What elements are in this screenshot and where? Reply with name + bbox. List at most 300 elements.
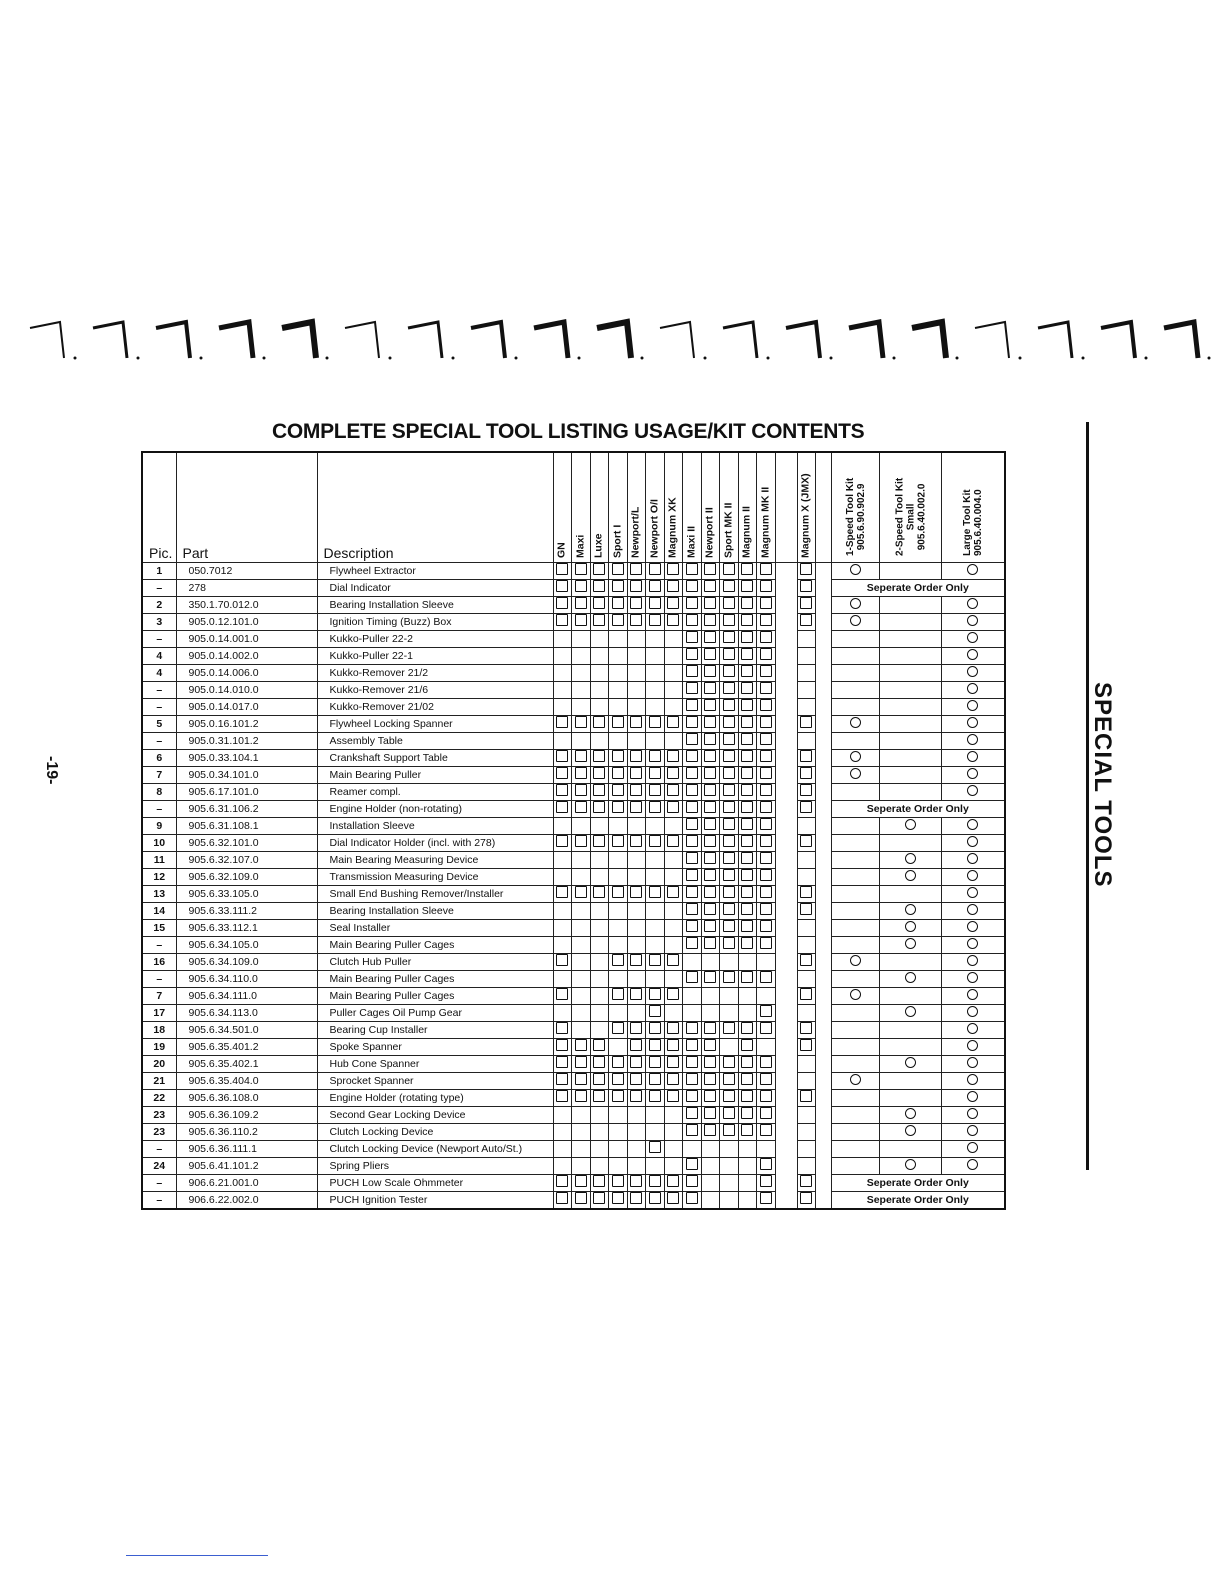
cell-model-usage	[553, 784, 572, 801]
kit-mark	[967, 972, 978, 983]
cell-model-usage	[683, 665, 702, 682]
cell-model-usage	[553, 1022, 572, 1039]
usage-mark	[612, 784, 624, 796]
usage-mark	[723, 886, 735, 898]
cell-model-usage	[701, 665, 720, 682]
cell-model-usage	[646, 682, 665, 699]
cell-model-usage	[683, 682, 702, 699]
cell-part: 905.6.34.110.0	[176, 971, 317, 988]
cell-kit-content	[942, 818, 1005, 835]
usage-mark	[575, 750, 587, 762]
cell-kit-content	[942, 920, 1005, 937]
cell-model-usage	[720, 818, 739, 835]
table-row	[142, 563, 1005, 580]
cell-kit-content	[880, 1124, 942, 1141]
usage-mark	[741, 580, 753, 592]
cell-model-usage	[627, 597, 646, 614]
cell-model-usage	[590, 988, 609, 1005]
cell-model-usage	[720, 1158, 739, 1175]
usage-mark	[704, 750, 716, 762]
cell-kit-content	[942, 835, 1005, 852]
usage-mark	[593, 1039, 605, 1051]
cell-gap	[775, 716, 797, 733]
usage-mark	[704, 971, 716, 983]
cell-kit-content	[832, 988, 880, 1005]
cell-model-usage	[738, 563, 757, 580]
cell-part: 905.6.33.105.0	[176, 886, 317, 903]
usage-mark	[575, 614, 587, 626]
cell-part: 278	[176, 580, 317, 597]
usage-mark	[612, 563, 624, 575]
usage-mark	[723, 665, 735, 677]
cell-model-usage	[738, 903, 757, 920]
cell-model-usage	[701, 1141, 720, 1158]
usage-mark	[612, 1175, 624, 1187]
usage-mark	[649, 954, 661, 966]
cell-gap	[775, 852, 797, 869]
cell-model-usage	[738, 920, 757, 937]
usage-mark	[630, 597, 642, 609]
table-row	[142, 733, 1005, 750]
cell-model-usage	[553, 1005, 572, 1022]
cell-kit-content	[880, 784, 942, 801]
cell-model-usage	[627, 1107, 646, 1124]
table-row	[142, 801, 1005, 818]
usage-mark	[630, 954, 642, 966]
cell-pic: 5	[142, 716, 176, 733]
cell-pic: 4	[142, 665, 176, 682]
cell-model-usage	[627, 920, 646, 937]
cell-model-usage	[572, 920, 591, 937]
cell-model-usage	[701, 682, 720, 699]
cell-pic: 2	[142, 597, 176, 614]
cell-model-usage	[797, 1141, 816, 1158]
cell-model-usage	[609, 614, 628, 631]
cell-kit-content	[942, 1022, 1005, 1039]
cell-kit-content	[942, 988, 1005, 1005]
cell-model-usage	[757, 563, 776, 580]
kit-mark	[905, 921, 916, 932]
table-row	[142, 784, 1005, 801]
cell-model-usage	[664, 648, 683, 665]
cell-part: 905.6.32.109.0	[176, 869, 317, 886]
usage-mark	[741, 818, 753, 830]
cell-kit-content	[832, 1005, 880, 1022]
usage-mark	[686, 1022, 698, 1034]
header-model	[646, 452, 665, 563]
cell-kit-content	[880, 1107, 942, 1124]
usage-mark	[667, 1090, 679, 1102]
kit-mark	[967, 785, 978, 796]
usage-mark	[667, 801, 679, 813]
cell-model-usage	[572, 631, 591, 648]
cell-model-usage	[664, 580, 683, 597]
cell-kit-content	[832, 665, 880, 682]
cell-description: Clutch Locking Device (Newport Auto/St.)	[317, 1141, 553, 1158]
cell-kit-content	[942, 750, 1005, 767]
cell-model-usage	[627, 1039, 646, 1056]
cell-model-usage	[553, 1073, 572, 1090]
cell-kit-content	[832, 1124, 880, 1141]
cell-model-usage	[609, 750, 628, 767]
cell-model-usage	[664, 784, 683, 801]
cell-model-usage	[646, 733, 665, 750]
cell-gap	[816, 988, 832, 1005]
cell-kit-note: Seperate Order Only	[832, 580, 1005, 597]
cell-model-usage	[627, 903, 646, 920]
usage-mark	[760, 1005, 772, 1017]
kit-mark	[967, 1125, 978, 1136]
section-side-title	[1082, 682, 1122, 922]
cell-model-usage	[609, 682, 628, 699]
cell-model-usage	[797, 767, 816, 784]
cell-model-usage	[797, 784, 816, 801]
table-row	[142, 886, 1005, 903]
cell-gap	[816, 767, 832, 784]
table-row	[142, 580, 1005, 597]
usage-mark	[649, 1056, 661, 1068]
cell-model-usage	[609, 988, 628, 1005]
cell-gap	[816, 699, 832, 716]
cell-model-usage	[757, 869, 776, 886]
cell-kit-content	[880, 699, 942, 716]
cell-model-usage	[720, 1022, 739, 1039]
cell-model-usage	[609, 648, 628, 665]
usage-mark	[630, 1192, 642, 1204]
usage-mark	[704, 614, 716, 626]
cell-model-usage	[664, 1056, 683, 1073]
cell-pic: 7	[142, 767, 176, 784]
cell-model-usage	[738, 631, 757, 648]
cell-description: Bearing Installation Sleeve	[317, 597, 553, 614]
cell-model-usage	[664, 1005, 683, 1022]
cell-model-usage	[797, 580, 816, 597]
cell-kit-content	[832, 1073, 880, 1090]
cell-model-usage	[609, 835, 628, 852]
cell-model-usage	[757, 750, 776, 767]
kit-mark	[967, 904, 978, 915]
cell-model-usage	[590, 1056, 609, 1073]
cell-model-usage	[720, 988, 739, 1005]
cell-description: Assembly Table	[317, 733, 553, 750]
cell-kit-content	[832, 1107, 880, 1124]
binder-dot	[1145, 357, 1148, 360]
cell-part: 050.7012	[176, 563, 317, 580]
cell-model-usage	[590, 801, 609, 818]
cell-model-usage	[590, 1192, 609, 1210]
cell-model-usage	[757, 631, 776, 648]
usage-mark	[704, 631, 716, 643]
binder-ring	[408, 322, 442, 358]
cell-model-usage	[683, 784, 702, 801]
cell-model-usage	[683, 699, 702, 716]
cell-model-usage	[627, 852, 646, 869]
cell-gap	[816, 750, 832, 767]
binder-ring	[1164, 322, 1198, 358]
cell-model-usage	[797, 631, 816, 648]
cell-model-usage	[683, 801, 702, 818]
usage-mark	[575, 1039, 587, 1051]
usage-mark	[686, 648, 698, 660]
cell-kit-content	[832, 1141, 880, 1158]
cell-model-usage	[646, 954, 665, 971]
cell-model-usage	[572, 784, 591, 801]
usage-mark	[593, 614, 605, 626]
cell-model-usage	[701, 818, 720, 835]
cell-model-usage	[609, 1124, 628, 1141]
table-row	[142, 716, 1005, 733]
binder-ring	[156, 322, 190, 358]
cell-kit-content	[880, 818, 942, 835]
cell-pic: –	[142, 1141, 176, 1158]
cell-model-usage	[664, 903, 683, 920]
cell-model-usage	[720, 1073, 739, 1090]
cell-model-usage	[720, 733, 739, 750]
cell-model-usage	[701, 886, 720, 903]
cell-model-usage	[609, 1022, 628, 1039]
binder-dot	[452, 357, 455, 360]
cell-model-usage	[720, 563, 739, 580]
usage-mark	[575, 597, 587, 609]
cell-gap	[816, 1124, 832, 1141]
cell-kit-content	[942, 1124, 1005, 1141]
usage-mark	[593, 716, 605, 728]
cell-model-usage	[553, 563, 572, 580]
cell-kit-content	[832, 1056, 880, 1073]
cell-model-usage	[797, 614, 816, 631]
cell-model-usage	[572, 563, 591, 580]
cell-model-usage	[572, 988, 591, 1005]
cell-gap	[775, 1056, 797, 1073]
usage-mark	[741, 1056, 753, 1068]
cell-gap	[775, 1124, 797, 1141]
cell-model-usage	[646, 1158, 665, 1175]
cell-model-usage	[646, 1141, 665, 1158]
usage-mark	[741, 920, 753, 932]
cell-gap	[816, 1107, 832, 1124]
cell-pic: –	[142, 733, 176, 750]
kit-mark	[905, 972, 916, 983]
table-row	[142, 682, 1005, 699]
cell-model-usage	[609, 1005, 628, 1022]
cell-pic: 4	[142, 648, 176, 665]
page-number-text: -19-	[43, 756, 60, 785]
usage-mark	[667, 1022, 679, 1034]
binder-dot	[704, 357, 707, 360]
usage-mark	[723, 852, 735, 864]
usage-mark	[800, 1175, 812, 1187]
usage-mark	[612, 954, 624, 966]
table-row	[142, 648, 1005, 665]
kit-mark	[967, 564, 978, 575]
cell-pic: 3	[142, 614, 176, 631]
cell-kit-content	[880, 937, 942, 954]
cell-gap	[816, 784, 832, 801]
usage-mark	[667, 886, 679, 898]
cell-model-usage	[590, 648, 609, 665]
cell-model-usage	[757, 937, 776, 954]
usage-mark	[630, 563, 642, 575]
cell-kit-content	[880, 1005, 942, 1022]
header-kit	[942, 452, 1005, 563]
usage-mark	[556, 563, 568, 575]
usage-mark	[760, 1175, 772, 1187]
cell-kit-content	[832, 716, 880, 733]
header-model	[609, 452, 628, 563]
cell-gap	[775, 699, 797, 716]
table-row	[142, 852, 1005, 869]
kit-mark	[967, 615, 978, 626]
cell-model-usage	[701, 597, 720, 614]
usage-mark	[723, 716, 735, 728]
usage-mark	[667, 1192, 679, 1204]
cell-gap	[816, 1158, 832, 1175]
cell-kit-content	[832, 648, 880, 665]
usage-mark	[741, 801, 753, 813]
cell-model-usage	[757, 1005, 776, 1022]
cell-description: Small End Bushing Remover/Installer	[317, 886, 553, 903]
cell-model-usage	[627, 971, 646, 988]
cell-model-usage	[683, 1073, 702, 1090]
usage-mark	[760, 1107, 772, 1119]
cell-model-usage	[683, 597, 702, 614]
usage-mark	[760, 801, 772, 813]
cell-model-usage	[720, 665, 739, 682]
usage-mark	[556, 614, 568, 626]
cell-description: Kukko-Puller 22-2	[317, 631, 553, 648]
cell-kit-content	[832, 1158, 880, 1175]
cell-gap	[775, 1141, 797, 1158]
usage-mark	[741, 733, 753, 745]
kit-mark	[967, 598, 978, 609]
cell-kit-content	[880, 563, 942, 580]
cell-kit-content	[880, 716, 942, 733]
header-gap	[816, 452, 832, 563]
usage-mark	[723, 784, 735, 796]
cell-kit-content	[832, 1039, 880, 1056]
cell-part: 905.6.34.109.0	[176, 954, 317, 971]
usage-mark	[723, 1107, 735, 1119]
cell-model-usage	[646, 784, 665, 801]
cell-description: Sprocket Spanner	[317, 1073, 553, 1090]
cell-kit-content	[832, 818, 880, 835]
cell-model-usage	[738, 597, 757, 614]
usage-mark	[686, 937, 698, 949]
cell-model-usage	[701, 563, 720, 580]
usage-mark	[704, 1090, 716, 1102]
cell-model-usage	[609, 1090, 628, 1107]
cell-model-usage	[720, 835, 739, 852]
usage-mark	[741, 1022, 753, 1034]
cell-model-usage	[664, 682, 683, 699]
cell-model-usage	[627, 1022, 646, 1039]
cell-model-usage	[720, 750, 739, 767]
usage-mark	[704, 1073, 716, 1085]
usage-mark	[649, 1039, 661, 1051]
cell-model-usage	[627, 937, 646, 954]
cell-model-usage	[627, 733, 646, 750]
usage-mark	[612, 1090, 624, 1102]
usage-mark	[704, 580, 716, 592]
cell-model-usage	[738, 886, 757, 903]
cell-gap	[775, 937, 797, 954]
cell-kit-content	[942, 682, 1005, 699]
usage-mark	[667, 750, 679, 762]
usage-mark	[630, 835, 642, 847]
cell-model-usage	[609, 733, 628, 750]
cell-model-usage	[553, 1141, 572, 1158]
cell-gap	[775, 597, 797, 614]
cell-kit-content	[832, 937, 880, 954]
table-row	[142, 1107, 1005, 1124]
usage-mark	[741, 614, 753, 626]
cell-part: 905.6.36.108.0	[176, 1090, 317, 1107]
usage-mark	[686, 767, 698, 779]
cell-gap	[775, 1158, 797, 1175]
bottom-rule	[126, 1555, 268, 1556]
usage-mark	[649, 1022, 661, 1034]
cell-model-usage	[646, 852, 665, 869]
cell-model-usage	[572, 1192, 591, 1210]
cell-model-usage	[553, 954, 572, 971]
table-row	[142, 1039, 1005, 1056]
usage-mark	[704, 801, 716, 813]
cell-model-usage	[683, 954, 702, 971]
usage-mark	[723, 597, 735, 609]
cell-model-usage	[572, 1124, 591, 1141]
header-model-label: Magnum X (JMX)	[799, 473, 812, 558]
cell-model-usage	[720, 614, 739, 631]
cell-model-usage	[572, 954, 591, 971]
cell-part: 905.6.35.402.1	[176, 1056, 317, 1073]
cell-model-usage	[627, 699, 646, 716]
cell-kit-note: Seperate Order Only	[832, 1192, 1005, 1210]
cell-model-usage	[609, 1107, 628, 1124]
cell-description: Spring Pliers	[317, 1158, 553, 1175]
cell-model-usage	[572, 750, 591, 767]
binder-ring	[786, 322, 820, 358]
binder-ring	[975, 322, 1009, 358]
usage-mark	[800, 784, 812, 796]
table-header-row	[142, 452, 1005, 563]
cell-model-usage	[590, 1073, 609, 1090]
usage-mark	[704, 733, 716, 745]
cell-model-usage	[553, 1175, 572, 1192]
table-row	[142, 988, 1005, 1005]
cell-kit-content	[880, 869, 942, 886]
kit-mark	[967, 717, 978, 728]
usage-mark	[686, 614, 698, 626]
cell-model-usage	[701, 750, 720, 767]
cell-model-usage	[590, 920, 609, 937]
usage-mark	[704, 1039, 716, 1051]
usage-mark	[575, 1192, 587, 1204]
usage-mark	[686, 903, 698, 915]
cell-model-usage	[553, 767, 572, 784]
cell-kit-content	[942, 597, 1005, 614]
usage-mark	[723, 580, 735, 592]
kit-mark	[967, 955, 978, 966]
cell-model-usage	[646, 1073, 665, 1090]
header-model-label: Sport MK II	[722, 502, 735, 558]
cell-part: 905.0.14.010.0	[176, 682, 317, 699]
usage-mark	[575, 767, 587, 779]
cell-pic: 8	[142, 784, 176, 801]
cell-model-usage	[609, 563, 628, 580]
cell-gap	[816, 818, 832, 835]
cell-model-usage	[627, 835, 646, 852]
cell-part: 905.6.36.111.1	[176, 1141, 317, 1158]
